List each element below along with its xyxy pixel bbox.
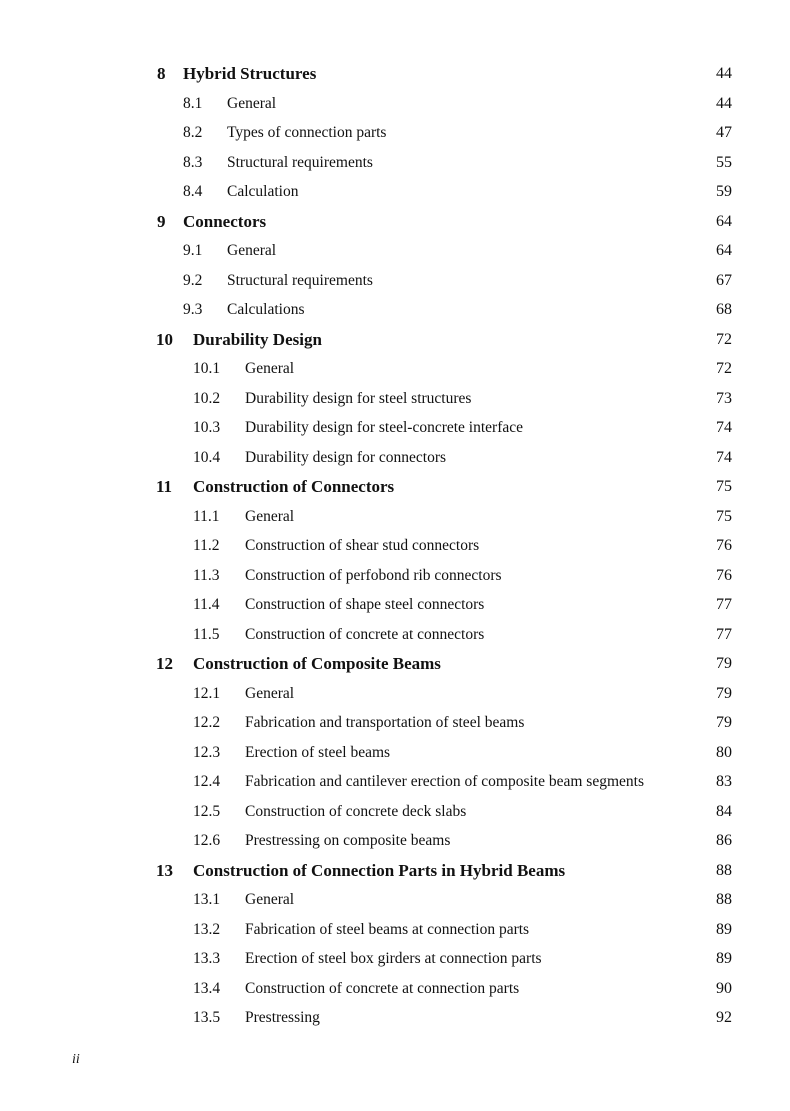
section-number: 13.1 xyxy=(193,891,221,908)
page-number: 44 xyxy=(716,94,732,112)
section-title: Erection of steel beams xyxy=(245,743,391,761)
section-title: Construction of concrete at connectors xyxy=(245,625,485,643)
section-number: 11.3 xyxy=(193,566,220,584)
toc-section-entry[interactable] xyxy=(0,711,790,735)
section-title: Durability design for steel-concrete interface xyxy=(245,419,524,436)
section-title: Prestressing on composite beams xyxy=(245,832,451,849)
section-title: Structural requirements xyxy=(227,153,373,171)
page-number: 88 xyxy=(716,861,732,879)
page-number: 75 xyxy=(716,507,732,525)
section-title: Fabrication of steel beams at connection parts xyxy=(245,920,530,938)
section-title: Fabrication and cantilever erection of composite beam segments xyxy=(245,773,644,790)
toc-section-entry[interactable] xyxy=(0,829,790,853)
toc-section-entry[interactable] xyxy=(0,151,790,175)
page-number: 59 xyxy=(716,183,732,200)
toc-section-entry[interactable] xyxy=(0,387,790,411)
section-title: Durability design for connectors xyxy=(245,448,447,466)
section-title: Fabrication and transportation of steel beams xyxy=(245,714,525,731)
chapter-title: Hybrid Structures xyxy=(183,64,317,83)
section-title: General xyxy=(227,242,277,259)
section-number: 12.3 xyxy=(193,743,221,761)
section-title: Construction of concrete at connection parts xyxy=(245,979,520,997)
section-number: 12.4 xyxy=(193,773,221,790)
page-number: 44 xyxy=(716,65,732,82)
section-number: 8.4 xyxy=(183,183,203,200)
toc-section-entry[interactable] xyxy=(0,357,790,381)
section-number: 13.2 xyxy=(193,920,221,938)
section-title: Calculations xyxy=(227,301,305,318)
section-title: Construction of shear stud connectors xyxy=(245,537,480,554)
toc-section-entry[interactable] xyxy=(0,239,790,263)
section-number: 13.3 xyxy=(193,950,221,967)
chapter-title: Construction of Connection Parts in Hybrid Beams xyxy=(193,860,566,880)
section-number: 12.5 xyxy=(193,802,221,820)
toc-section-entry[interactable] xyxy=(0,623,790,647)
page-number: 83 xyxy=(716,773,732,790)
page-number: 77 xyxy=(716,625,732,643)
page-number: 79 xyxy=(716,714,732,731)
page-number: 89 xyxy=(716,920,732,938)
page-number: 92 xyxy=(716,1009,732,1026)
chapter-number: 9 xyxy=(157,211,166,231)
section-number: 13.4 xyxy=(193,979,221,997)
page-number: 73 xyxy=(716,389,732,407)
section-number: 12.1 xyxy=(193,684,221,702)
section-number: 9.2 xyxy=(183,271,203,289)
toc-section-entry[interactable] xyxy=(0,92,790,116)
page-number: 67 xyxy=(716,271,732,289)
toc-section-entry[interactable] xyxy=(0,121,790,145)
toc-section-entry[interactable] xyxy=(0,888,790,912)
toc-section-entry[interactable] xyxy=(0,682,790,706)
section-title: Durability design for steel structures xyxy=(245,389,472,407)
section-number: 8.3 xyxy=(183,153,203,171)
section-number: 11.4 xyxy=(193,596,220,613)
section-number: 9.3 xyxy=(183,301,203,318)
toc-chapter-entry[interactable] xyxy=(0,652,790,676)
toc-section-entry[interactable] xyxy=(0,298,790,322)
chapter-title: Durability Design xyxy=(193,329,322,349)
toc-section-entry[interactable] xyxy=(0,800,790,824)
section-title: Construction of concrete deck slabs xyxy=(245,802,467,820)
section-title: Construction of shape steel connectors xyxy=(245,596,485,613)
page-number: 76 xyxy=(716,566,732,584)
section-number: 10.3 xyxy=(193,419,221,436)
toc-section-entry[interactable] xyxy=(0,593,790,617)
section-number: 9.1 xyxy=(183,242,203,259)
section-number: 8.2 xyxy=(183,124,203,141)
toc-section-entry[interactable] xyxy=(0,416,790,440)
section-number: 13.5 xyxy=(193,1009,221,1026)
toc-section-entry[interactable] xyxy=(0,770,790,794)
section-number: 10.1 xyxy=(193,360,221,377)
toc-section-entry[interactable] xyxy=(0,505,790,529)
section-title: General xyxy=(245,891,295,908)
toc-section-entry[interactable] xyxy=(0,534,790,558)
chapter-title: Construction of Composite Beams xyxy=(193,654,441,673)
page-number: 80 xyxy=(716,743,732,761)
section-title: General xyxy=(245,507,295,525)
chapter-number: 11 xyxy=(156,477,173,496)
chapter-title: Construction of Connectors xyxy=(193,477,395,496)
section-title: General xyxy=(227,94,277,112)
page-number: 75 xyxy=(716,478,732,495)
page-number: 90 xyxy=(716,979,732,997)
page-number: 84 xyxy=(716,802,732,820)
section-number: 8.1 xyxy=(183,94,203,112)
section-number: 10.2 xyxy=(193,389,221,407)
toc-section-entry[interactable] xyxy=(0,918,790,942)
page-number: 76 xyxy=(716,537,732,554)
page-number: 74 xyxy=(716,419,732,436)
section-title: Types of connection parts xyxy=(227,124,387,141)
chapter-title: Connectors xyxy=(183,211,267,231)
page-number: 68 xyxy=(716,301,732,318)
page-number: 89 xyxy=(716,950,732,967)
page-number: 79 xyxy=(716,684,732,702)
page-number: 72 xyxy=(716,330,732,348)
toc-chapter-entry[interactable] xyxy=(0,475,790,499)
page-number: 74 xyxy=(716,448,732,466)
toc-section-entry[interactable] xyxy=(0,1006,790,1030)
toc-chapter-entry[interactable] xyxy=(0,328,790,352)
page-number: 64 xyxy=(716,212,732,230)
toc-section-entry[interactable] xyxy=(0,947,790,971)
toc-chapter-entry[interactable] xyxy=(0,62,790,86)
section-number: 12.6 xyxy=(193,832,221,849)
toc-section-entry[interactable] xyxy=(0,564,790,588)
chapter-number: 8 xyxy=(157,64,166,83)
section-number: 12.2 xyxy=(193,714,221,731)
toc-section-entry[interactable] xyxy=(0,741,790,765)
section-number: 11.5 xyxy=(193,625,220,643)
section-number: 11.1 xyxy=(193,507,220,525)
section-title: Structural requirements xyxy=(227,271,373,289)
toc-section-entry[interactable] xyxy=(0,269,790,293)
page-number: 47 xyxy=(716,124,732,141)
chapter-number: 10 xyxy=(156,329,173,349)
toc-section-entry[interactable] xyxy=(0,446,790,470)
section-number: 10.4 xyxy=(193,448,221,466)
page-number-folio: ii xyxy=(72,1052,80,1067)
page-number: 86 xyxy=(716,832,732,849)
page-number: 77 xyxy=(716,596,732,613)
page-number: 64 xyxy=(716,242,732,259)
section-title: Prestressing xyxy=(245,1009,320,1026)
section-title: Calculation xyxy=(227,183,299,200)
page-number: 79 xyxy=(716,655,732,672)
chapter-number: 13 xyxy=(156,860,173,880)
section-title: General xyxy=(245,360,295,377)
toc-chapter-entry[interactable] xyxy=(0,859,790,883)
page-number: 55 xyxy=(716,153,732,171)
section-title: General xyxy=(245,684,295,702)
section-title: Construction of perfobond rib connectors xyxy=(245,566,502,584)
toc-chapter-entry[interactable] xyxy=(0,210,790,234)
section-number: 11.2 xyxy=(193,537,220,554)
page-number: 88 xyxy=(716,891,732,908)
chapter-number: 12 xyxy=(156,654,173,673)
section-title: Erection of steel box girders at connection parts xyxy=(245,950,542,967)
toc-section-entry[interactable] xyxy=(0,180,790,204)
toc-section-entry[interactable] xyxy=(0,977,790,1001)
page-number: 72 xyxy=(716,360,732,377)
